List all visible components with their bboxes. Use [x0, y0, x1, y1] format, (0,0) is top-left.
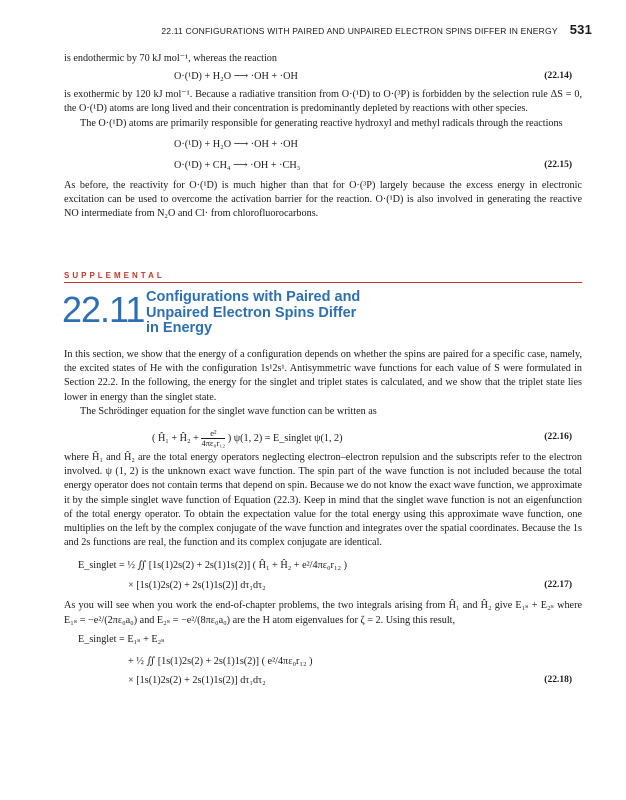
equation-22-18-line3	[64, 675, 582, 690]
equation-content: E_singlet = E₁ₛ + E₂ₛ	[78, 633, 165, 645]
fraction	[201, 429, 225, 448]
paragraph-4: As before, the reactivity for O·(¹D) is much higher than that for O·(³P) largely because the excess energy in electronic excitation can be used to overcome the activation barrier for the reaction. O·(¹D) is also involved in generating the reactive NO intermediate from N₂O and Cl· from chlorofluorocarbons.	[64, 179, 582, 220]
equation-content	[152, 429, 343, 448]
equation-content: E_singlet = ½ ∬ [1s(1)2s(2) + 2s(1)1s(2)] ( Ĥ₁ + Ĥ₂ + e²/4πε₀r₁₂ )	[78, 560, 347, 572]
eq-part: ) ψ(1, 2) = E_singlet ψ(1, 2)	[227, 432, 343, 444]
equation-content: × [1s(1)2s(2) + 2s(1)1s(2)] dτ₁dτ₂	[128, 580, 266, 592]
paragraph-3: The O·(¹D) atoms are primarily responsible for generating reactive hydroxyl and methyl radicals through the reactions	[80, 117, 563, 129]
eq-part: ( Ĥ₁ + Ĥ₂ +	[152, 432, 199, 444]
equation-22-15a	[64, 139, 582, 154]
intro-block	[64, 52, 582, 221]
equation-22-18-line2	[64, 653, 582, 673]
equation-22-14	[64, 71, 582, 86]
section-title-line: in Energy	[146, 320, 213, 336]
paragraph-6: The Schrödinger equation for the singlet wave function can be written as	[80, 405, 377, 417]
equation-number: (22.18)	[544, 674, 572, 685]
equation-content: O·(¹D) + CH₄ ⟶ ·OH + ·CH₃	[174, 159, 301, 171]
equation-22-16	[64, 425, 582, 449]
paragraph-7: where Ĥ₁ and Ĥ₂ are the total energy operators neglecting electron–electron repulsion and the subscripts refer to the electron involved. ψ (1, 2) is the unknown exact wave function. The spin part of the wave function is not included because the total energy operator does not contain terms that depend on spin. Because we do not know the exact wave function, we approximate it by the simple singlet wave function of Equation (22.3). Keep in mind that the singlet wave function is not an eigenfunction of the total energy operator. To obtain the expectation value for the total energy using this approximate wave function, one multiplies on the left by the complex conjugate of the wave function and integrates over the spatial coordinates. Because the 1s and 2s functions are real, the function and its complex conjugate are identical.	[64, 452, 582, 549]
equation-number: (22.17)	[544, 580, 572, 591]
paragraph-8: As you will see when you work the end-of-chapter problems, the two integrals arising from Ĥ₁ and Ĥ₂ give E₁ₛ + E₂ₛ where E₁ₛ = −e²/(2πε₀a₀) and E₂ₛ = −e²/(8πε₀a₀) are the H atom eigenvalues for ζ = 2. Using this result,	[64, 600, 582, 626]
running-title: 22.11 CONFIGURATIONS WITH PAIRED AND UNPAIRED ELECTRON SPINS DIFFER IN ENERGY	[161, 26, 558, 36]
section-title-line: Unpaired Electron Spins Differ	[146, 304, 357, 321]
section-title	[146, 290, 360, 337]
paragraph-2: is exothermic by 120 kJ mol⁻¹. Because a radiative transition from O·(¹D) to O·(³P) is forbidden by the selection rule ΔS = 0, the O·(¹D) atoms are long lived and their concentration is predominantly depleted by reactions with other species.	[64, 89, 582, 115]
equation-22-17-line1	[64, 556, 582, 578]
page-number: 531	[569, 22, 592, 37]
supplemental-label: SUPPLEMENTAL	[64, 271, 582, 283]
paragraph-1: is endothermic by 70 kJ mol⁻¹, whereas the reaction	[64, 53, 277, 64]
fraction-numerator: e²	[201, 429, 225, 439]
equation-22-17-line2	[64, 580, 582, 595]
body-block	[64, 348, 582, 690]
equation-number: (22.16)	[544, 432, 572, 443]
equation-content: × [1s(1)2s(2) + 2s(1)1s(2)] dτ₁dτ₂	[128, 674, 266, 686]
equation-content: O·(¹D) + H₂O ⟶ ·OH + ·OH	[174, 138, 298, 150]
section-title-line: Configurations with Paired and	[146, 289, 361, 305]
equation-number: (22.14)	[544, 71, 572, 82]
equation-content: + ½ ∬ [1s(1)2s(2) + 2s(1)1s(2)] ( e²/4πε₀r₁₂ )	[128, 655, 313, 667]
equation-22-15b	[64, 160, 582, 175]
section-number: 22.11	[62, 289, 145, 330]
running-header	[161, 22, 592, 37]
paragraph-5: In this section, we show that the energy of a configuration depends on whether the spins are paired for a specific case, namely, the excited states of He with the configuration 1s¹2s¹. Antisymmetric wave functions for each value of S were formulated in Section 22.2. In the following, the energy for the singlet and triplet states is calculated, and we show that the triplet state lies lower in energy than the singlet state.	[64, 349, 582, 403]
equation-number: (22.15)	[544, 159, 572, 170]
equation-22-18-line1	[64, 634, 582, 649]
equation-content: O·(¹D) + H₂O ⟶ ·OH + ·OH	[174, 71, 298, 83]
fraction-denominator: 4πε₀r₁₂	[201, 438, 226, 449]
